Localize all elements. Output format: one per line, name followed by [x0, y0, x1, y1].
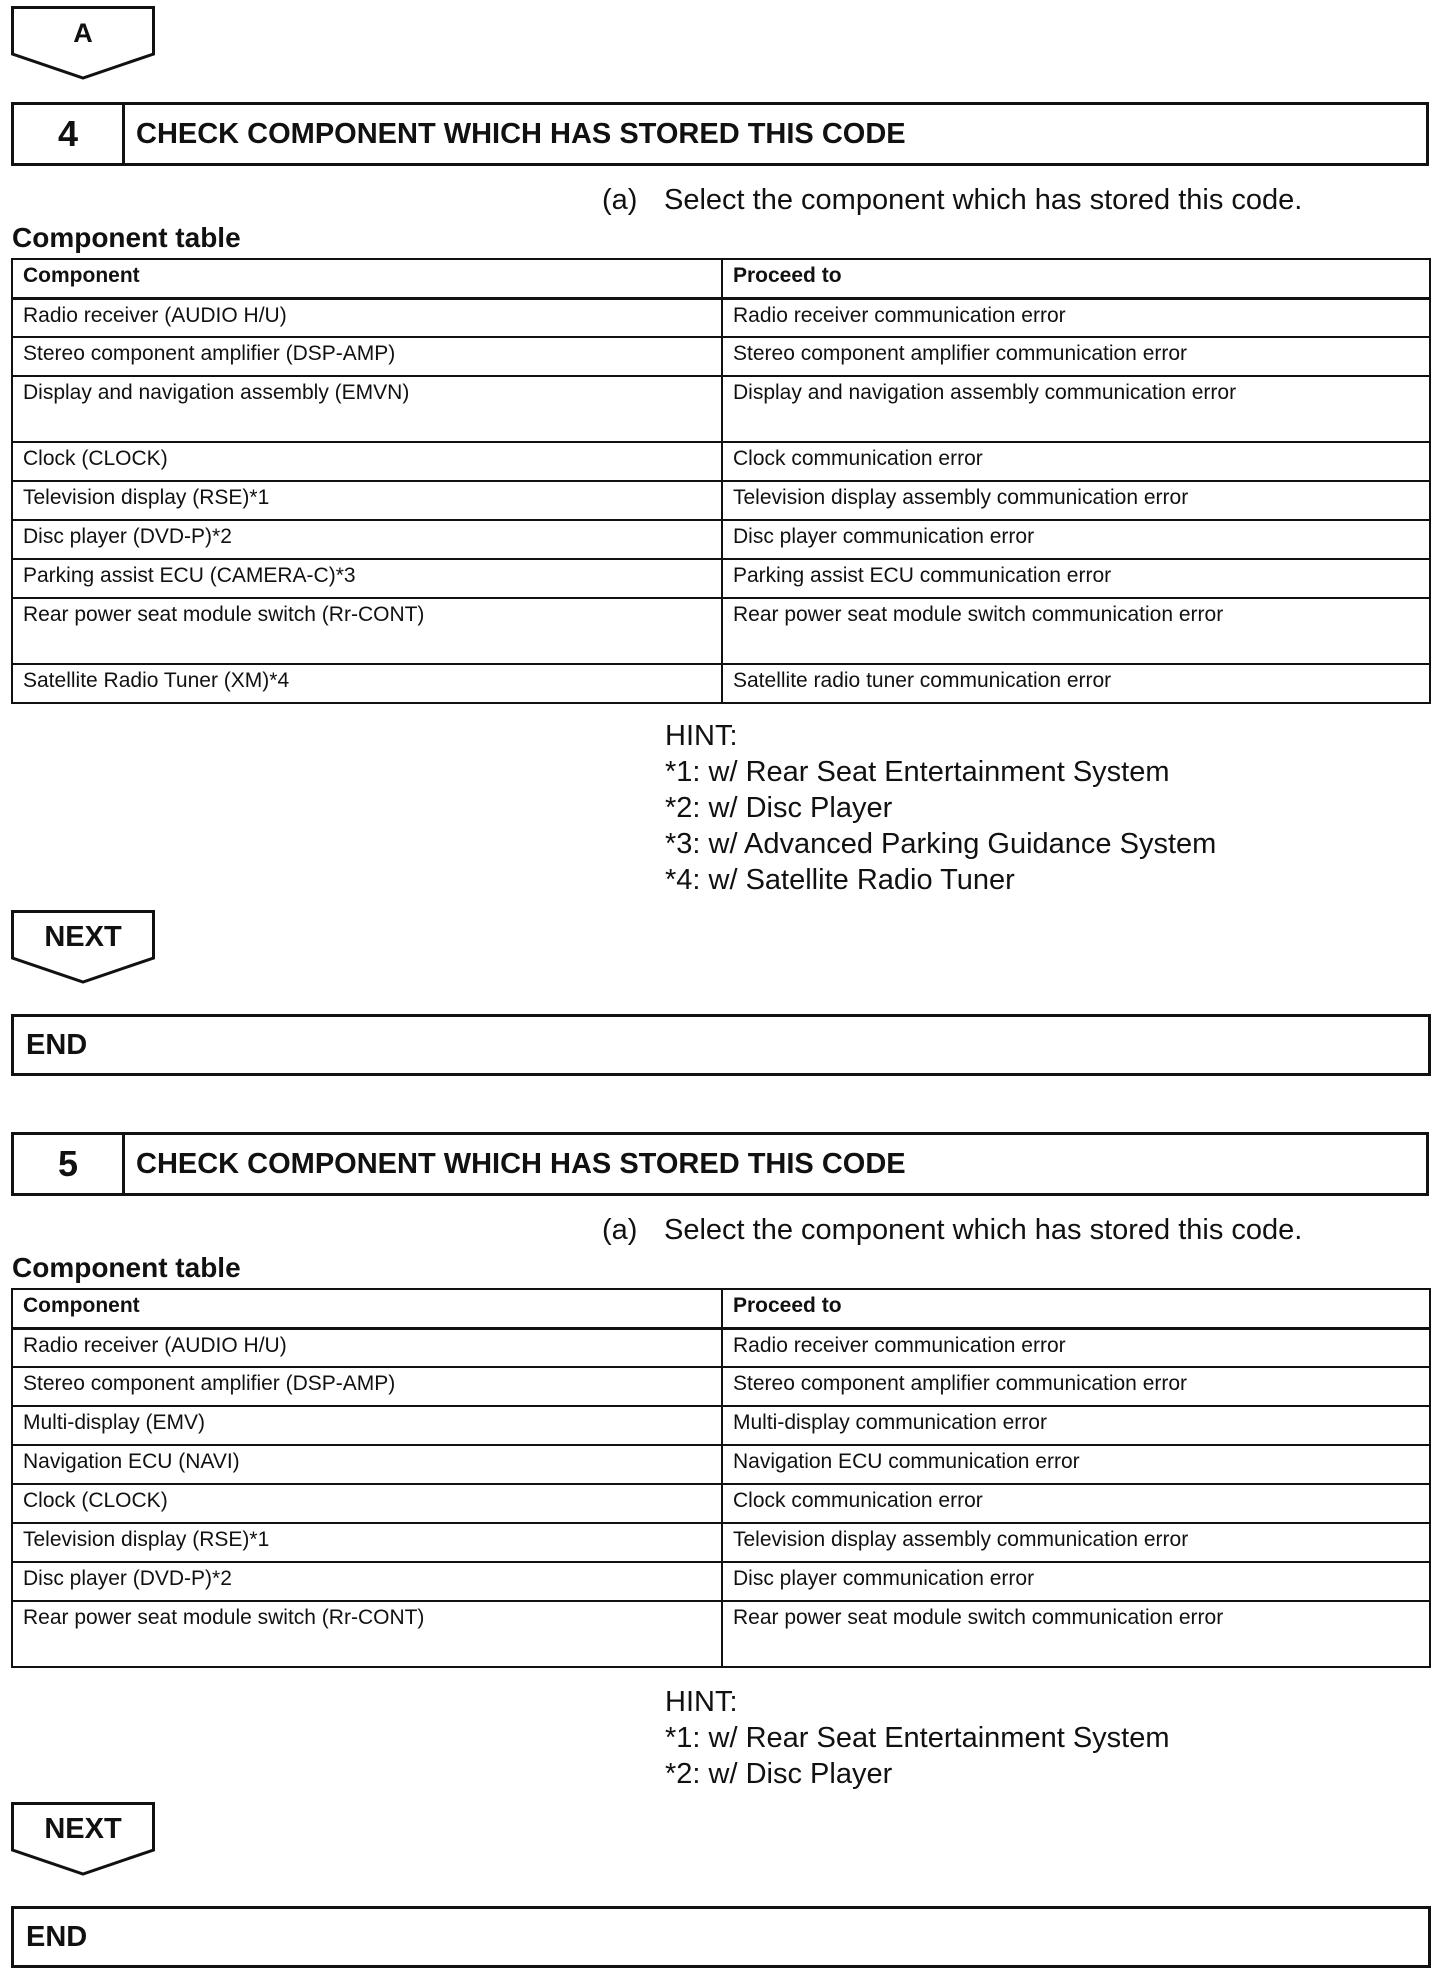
cell-component: Rear power seat module switch (Rr-CONT): [12, 598, 722, 664]
cell-proceed: Disc player communication error: [722, 1562, 1430, 1601]
cell-component: Television display (RSE)*1: [12, 1523, 722, 1562]
header-proceed-to: Proceed to: [722, 259, 1430, 298]
table-row: [12, 1367, 1430, 1406]
cell-component: Rear power seat module switch (Rr-CONT): [12, 1601, 722, 1667]
cell-proceed: Multi-display communication error: [722, 1406, 1430, 1445]
cell-component: Television display (RSE)*1: [12, 481, 722, 520]
table-row: [12, 1601, 1430, 1667]
table-row: [12, 298, 1430, 337]
header-component: Component: [12, 259, 722, 298]
step-number: 5: [14, 1135, 125, 1193]
hint-item: *3: w/ Advanced Parking Guidance System: [665, 828, 1217, 860]
header-component: Component: [12, 1289, 722, 1328]
end-label: END: [26, 1028, 88, 1061]
cell-component: Display and navigation assembly (EMVN): [12, 376, 722, 442]
cell-proceed: Navigation ECU communication error: [722, 1445, 1430, 1484]
table-row: [12, 1484, 1430, 1523]
table-row: [12, 337, 1430, 376]
next-label: NEXT: [44, 1813, 122, 1845]
table-row: [12, 481, 1430, 520]
cell-proceed: Television display assembly communication error: [722, 481, 1430, 520]
cell-proceed: Radio receiver communication error: [722, 1328, 1430, 1367]
cell-proceed: Disc player communication error: [722, 520, 1430, 559]
cell-component: Clock (CLOCK): [12, 1484, 722, 1523]
cell-component: Parking assist ECU (CAMERA-C)*3: [12, 559, 722, 598]
hint-block-5: [665, 1684, 1170, 1792]
cell-proceed: Rear power seat module switch communication error: [722, 598, 1430, 664]
cell-proceed: Radio receiver communication error: [722, 298, 1430, 337]
step-title: CHECK COMPONENT WHICH HAS STORED THIS CODE: [136, 1147, 906, 1180]
step-number: 4: [14, 105, 125, 163]
cell-component: Stereo component amplifier (DSP-AMP): [12, 337, 722, 376]
table-row: [12, 1562, 1430, 1601]
cell-component: Navigation ECU (NAVI): [12, 1445, 722, 1484]
cell-proceed: Parking assist ECU communication error: [722, 559, 1430, 598]
next-arrow-5[interactable]: [11, 1802, 155, 1876]
cell-component: Satellite Radio Tuner (XM)*4: [12, 664, 722, 703]
cell-component: Multi-display (EMV): [12, 1406, 722, 1445]
instruction-text: Select the component which has stored this code.: [664, 1214, 1303, 1246]
table-row: [12, 598, 1430, 664]
next-label: NEXT: [44, 921, 122, 953]
nav-arrow-a-label: A: [73, 18, 93, 48]
hint-title: HINT:: [665, 1686, 738, 1718]
cell-proceed: Clock communication error: [722, 442, 1430, 481]
component-table-5: [11, 1288, 1431, 1668]
hint-block-4: [665, 718, 1216, 898]
step-5-header: [11, 1132, 1429, 1196]
hint-item: *1: w/ Rear Seat Entertainment System: [665, 756, 1170, 788]
table-row: [12, 1406, 1430, 1445]
cell-proceed: Satellite radio tuner communication error: [722, 664, 1430, 703]
end-box-5: [11, 1906, 1431, 1968]
cell-proceed: Rear power seat module switch communication error: [722, 1601, 1430, 1667]
table-row: [12, 1523, 1430, 1562]
cell-proceed: Stereo component amplifier communication error: [722, 337, 1430, 376]
nav-arrow-a[interactable]: [11, 6, 155, 80]
cell-proceed: Clock communication error: [722, 1484, 1430, 1523]
cell-proceed: Television display assembly communication error: [722, 1523, 1430, 1562]
hint-item: *1: w/ Rear Seat Entertainment System: [665, 1722, 1170, 1754]
next-arrow-4[interactable]: [11, 910, 155, 984]
table-caption: Component table: [12, 1252, 241, 1283]
instruction: [602, 1214, 1302, 1247]
table-row: [12, 1328, 1430, 1367]
step-4-header: [11, 102, 1429, 166]
component-table-4: [11, 258, 1431, 704]
step-title: CHECK COMPONENT WHICH HAS STORED THIS CODE: [136, 117, 906, 150]
cell-proceed: Display and navigation assembly communication error: [722, 376, 1430, 442]
cell-component: Clock (CLOCK): [12, 442, 722, 481]
table-row: [12, 520, 1430, 559]
table-row: [12, 376, 1430, 442]
table-header-row: [12, 1289, 1430, 1328]
hint-item: *2: w/ Disc Player: [665, 792, 893, 824]
cell-component: Radio receiver (AUDIO H/U): [12, 298, 722, 337]
hint-item: *2: w/ Disc Player: [665, 1758, 893, 1790]
hint-title: HINT:: [665, 720, 738, 752]
table-row: [12, 442, 1430, 481]
cell-proceed: Stereo component amplifier communication error: [722, 1367, 1430, 1406]
end-label: END: [26, 1920, 88, 1953]
instruction-marker: (a): [602, 1214, 638, 1246]
instruction-marker: (a): [602, 184, 638, 216]
cell-component: Disc player (DVD-P)*2: [12, 520, 722, 559]
table-row: [12, 664, 1430, 703]
hint-item: *4: w/ Satellite Radio Tuner: [665, 864, 1015, 896]
table-row: [12, 559, 1430, 598]
instruction-text: Select the component which has stored this code.: [664, 184, 1303, 216]
table-row: [12, 1445, 1430, 1484]
cell-component: Stereo component amplifier (DSP-AMP): [12, 1367, 722, 1406]
table-caption: Component table: [12, 222, 241, 253]
cell-component: Radio receiver (AUDIO H/U): [12, 1328, 722, 1367]
header-proceed-to: Proceed to: [722, 1289, 1430, 1328]
end-box-4: [11, 1014, 1431, 1076]
table-header-row: [12, 259, 1430, 298]
instruction: [602, 184, 1302, 217]
cell-component: Disc player (DVD-P)*2: [12, 1562, 722, 1601]
